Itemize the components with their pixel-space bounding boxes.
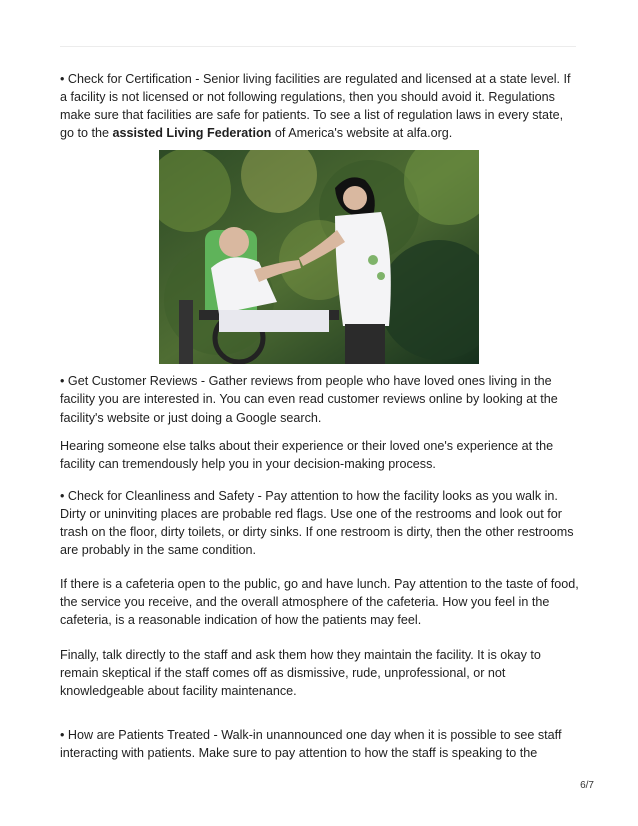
caregiver-with-elderly-patient-photo	[159, 150, 479, 364]
paragraph-cafeteria: If there is a cafeteria open to the public, go and have lunch. Pay attention to the taste of food, the service you receive, and the overall atmosphere of the cafeteria. How you feel in the cafeteria, is a reasonable indication of how the patients may feel.	[60, 577, 579, 628]
paragraph-cleanliness-safety: • Check for Cleanliness and Safety - Pay attention to how the facility looks as you walk in. Dirty or uninviting places are probable red flags. Use one of the restrooms and look out for trash on the floor, dirty toilets, or dirty sinks. If one restroom is dirty, then the other restrooms are probably in the same condition.	[60, 488, 574, 558]
paragraph-talk-to-staff: Finally, talk directly to the staff and ask them how they maintain the facility. It is okay to remain skeptical if the staff comes off as dismissive, rude, unprofessional, or not knowledgeable about facility maintenance.	[60, 647, 541, 698]
paragraph-text: • Check for Certification - Senior living facilities are regulated and licensed at a state level. If a facility is not licensed or not following regulations, then you should avoid it. Regulations make sure that facilities are safe for patients. To see a list of regulation laws in every state, go to the	[60, 72, 571, 141]
paragraph-customer-reviews: • Get Customer Reviews - Gather reviews from people who have loved ones living in the facility you are interested in. You can even read customer reviews online by looking at the facility's website or just doing a Google search.	[60, 374, 558, 425]
paragraph-text: of America's website at alfa.org.	[271, 126, 453, 141]
bold-organization-name: assisted Living Federation	[112, 126, 272, 141]
header-divider	[60, 46, 576, 47]
page-number: 6/7	[580, 780, 594, 791]
document-body	[60, 70, 580, 762]
paragraph-patients-treated: • How are Patients Treated - Walk-in unannounced one day when it is possible to see staff interacting with patients. Make sure to pay attention to how the staff is speaking to the	[60, 727, 562, 760]
paragraph-certification	[60, 70, 580, 142]
paragraph-hearing-experience: Hearing someone else talks about their experience or their loved one's experience at the facility can tremendously help you in your decision-making process.	[60, 438, 554, 471]
